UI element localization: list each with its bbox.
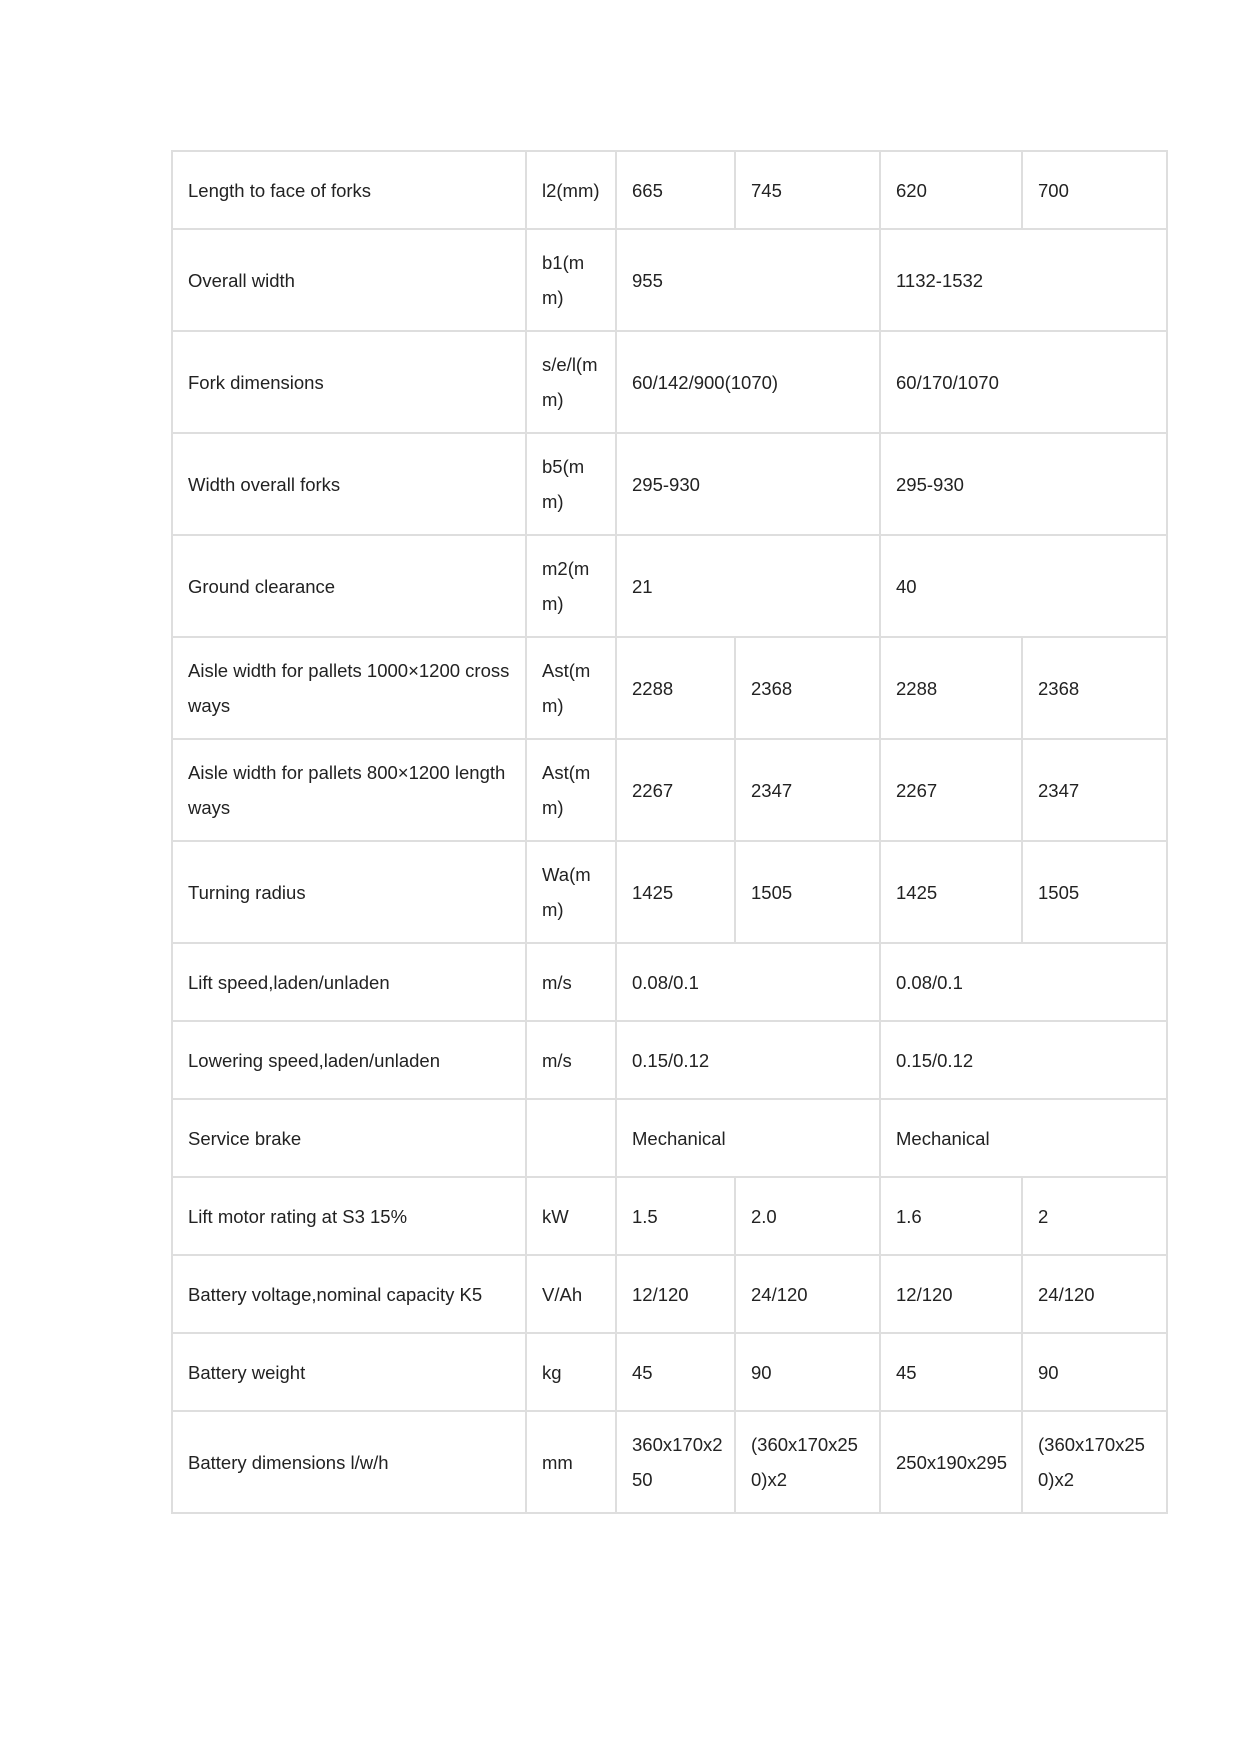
spec-label: Lowering speed,laden/unladen — [172, 1021, 526, 1099]
spec-value: 665 — [616, 151, 735, 229]
spec-value: 24/120 — [1022, 1255, 1167, 1333]
spec-value: 0.15/0.12 — [880, 1021, 1167, 1099]
table-row — [172, 943, 1167, 1021]
table-row — [172, 433, 1167, 535]
spec-label: Aisle width for pallets 800×1200 lengthways — [172, 739, 526, 841]
spec-value: 90 — [735, 1333, 880, 1411]
spec-value: 295-930 — [880, 433, 1167, 535]
table-row — [172, 841, 1167, 943]
table-row — [172, 1021, 1167, 1099]
table-row — [172, 637, 1167, 739]
spec-value: 1.6 — [880, 1177, 1022, 1255]
spec-value: 2347 — [735, 739, 880, 841]
spec-value: 360x170x250 — [616, 1411, 735, 1513]
spec-unit: kW — [526, 1177, 616, 1255]
spec-label: Service brake — [172, 1099, 526, 1177]
spec-label: Overall width — [172, 229, 526, 331]
spec-value: 2267 — [880, 739, 1022, 841]
spec-value: 1425 — [880, 841, 1022, 943]
table-row — [172, 1177, 1167, 1255]
table-row — [172, 331, 1167, 433]
spec-value: 955 — [616, 229, 880, 331]
spec-label: Battery dimensions l/w/h — [172, 1411, 526, 1513]
spec-value: 0.15/0.12 — [616, 1021, 880, 1099]
spec-value: 1.5 — [616, 1177, 735, 1255]
spec-unit: kg — [526, 1333, 616, 1411]
spec-value: 2347 — [1022, 739, 1167, 841]
spec-label: Aisle width for pallets 1000×1200 crossways — [172, 637, 526, 739]
spec-unit: V/Ah — [526, 1255, 616, 1333]
spec-value: 90 — [1022, 1333, 1167, 1411]
spec-unit: m/s — [526, 1021, 616, 1099]
spec-value: Mechanical — [880, 1099, 1167, 1177]
spec-value: 1505 — [1022, 841, 1167, 943]
spec-value: 60/142/900(1070) — [616, 331, 880, 433]
spec-value: 0.08/0.1 — [616, 943, 880, 1021]
spec-value: 40 — [880, 535, 1167, 637]
spec-label: Turning radius — [172, 841, 526, 943]
table-row — [172, 1333, 1167, 1411]
spec-value: 45 — [616, 1333, 735, 1411]
table-row — [172, 535, 1167, 637]
spec-value: 12/120 — [880, 1255, 1022, 1333]
spec-value: 2267 — [616, 739, 735, 841]
spec-value: 700 — [1022, 151, 1167, 229]
spec-unit: s/e/l(mm) — [526, 331, 616, 433]
spec-value: 2368 — [735, 637, 880, 739]
spec-value: (360x170x250)x2 — [735, 1411, 880, 1513]
spec-value: 21 — [616, 535, 880, 637]
spec-unit: Ast(mm) — [526, 637, 616, 739]
spec-unit: mm — [526, 1411, 616, 1513]
spec-value: 12/120 — [616, 1255, 735, 1333]
spec-label: Lift motor rating at S3 15% — [172, 1177, 526, 1255]
spec-unit: b5(mm) — [526, 433, 616, 535]
spec-value: 24/120 — [735, 1255, 880, 1333]
specification-table — [171, 150, 1168, 1514]
spec-value: 2368 — [1022, 637, 1167, 739]
spec-label: Fork dimensions — [172, 331, 526, 433]
spec-value: 60/170/1070 — [880, 331, 1167, 433]
spec-unit: m2(mm) — [526, 535, 616, 637]
spec-unit: l2(mm) — [526, 151, 616, 229]
spec-unit: Ast(mm) — [526, 739, 616, 841]
spec-value: 2288 — [880, 637, 1022, 739]
spec-value: 250x190x295 — [880, 1411, 1022, 1513]
spec-value: 2.0 — [735, 1177, 880, 1255]
spec-value: 745 — [735, 151, 880, 229]
spec-label: Width overall forks — [172, 433, 526, 535]
spec-value: 2 — [1022, 1177, 1167, 1255]
spec-value: 2288 — [616, 637, 735, 739]
spec-label: Battery voltage,nominal capacity K5 — [172, 1255, 526, 1333]
spec-unit: b1(mm) — [526, 229, 616, 331]
spec-value: 0.08/0.1 — [880, 943, 1167, 1021]
spec-label: Length to face of forks — [172, 151, 526, 229]
table-row — [172, 1099, 1167, 1177]
spec-unit: Wa(mm) — [526, 841, 616, 943]
table-row — [172, 151, 1167, 229]
spec-value: 1425 — [616, 841, 735, 943]
spec-value: (360x170x250)x2 — [1022, 1411, 1167, 1513]
spec-label: Ground clearance — [172, 535, 526, 637]
spec-value: 1132-1532 — [880, 229, 1167, 331]
table-row — [172, 739, 1167, 841]
table-row — [172, 1411, 1167, 1513]
spec-unit: m/s — [526, 943, 616, 1021]
spec-value: 1505 — [735, 841, 880, 943]
spec-value: 295-930 — [616, 433, 880, 535]
spec-value: 620 — [880, 151, 1022, 229]
spec-label: Lift speed,laden/unladen — [172, 943, 526, 1021]
spec-label: Battery weight — [172, 1333, 526, 1411]
table-row — [172, 1255, 1167, 1333]
spec-unit — [526, 1099, 616, 1177]
spec-value: Mechanical — [616, 1099, 880, 1177]
spec-value: 45 — [880, 1333, 1022, 1411]
table-row — [172, 229, 1167, 331]
